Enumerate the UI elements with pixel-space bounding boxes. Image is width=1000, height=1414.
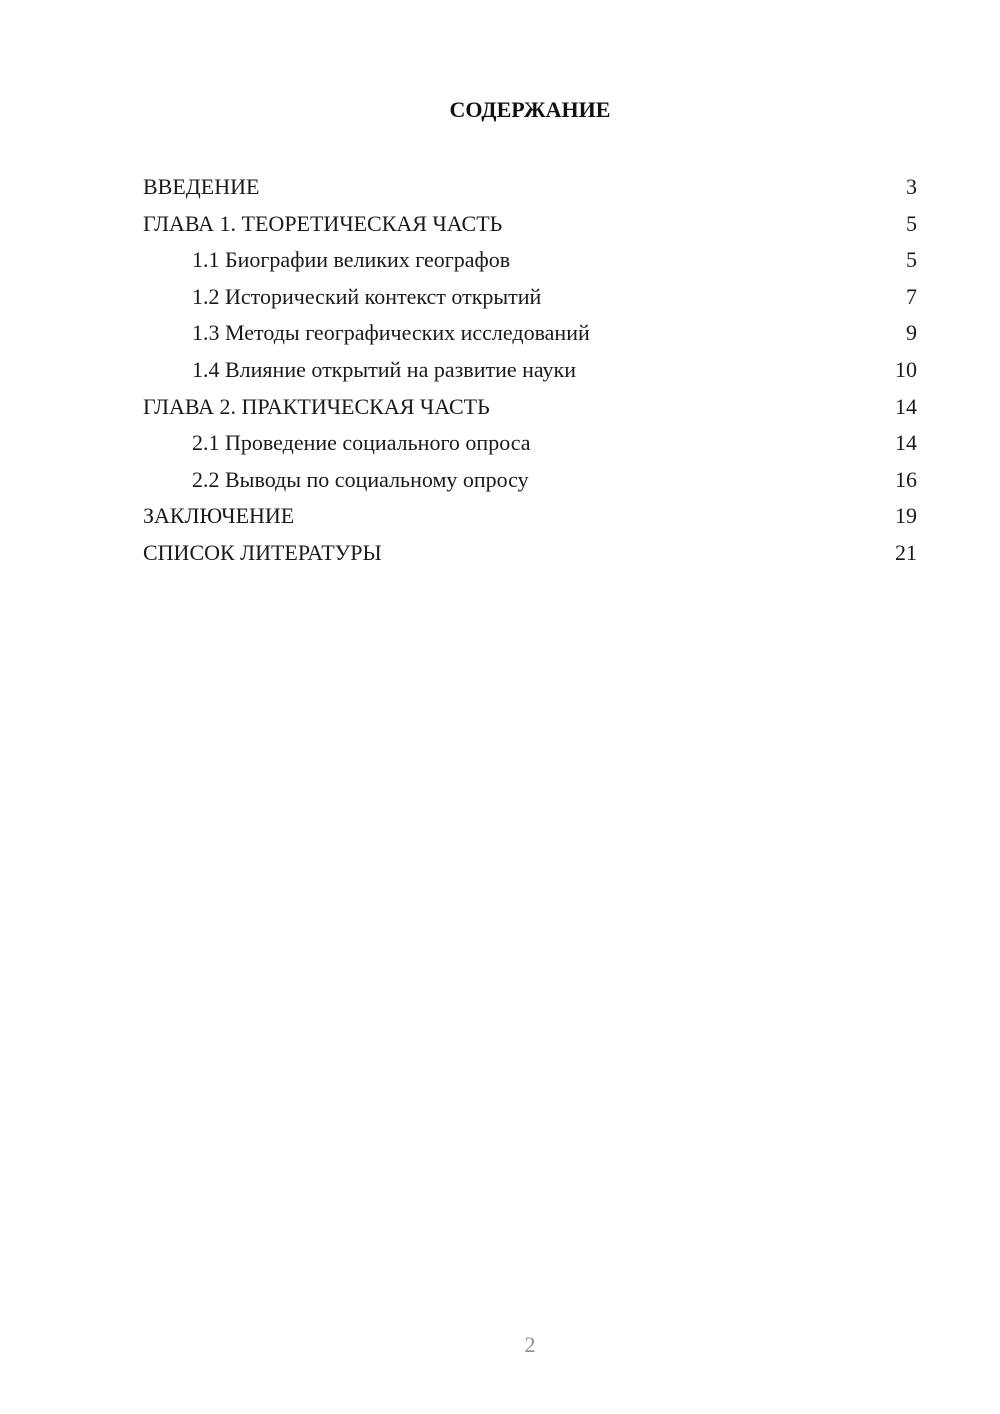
toc-entry-label: 2.2 Выводы по социальному опросу [192, 466, 529, 492]
toc-entry-page: 14 [895, 430, 917, 456]
toc-entry [143, 498, 917, 535]
toc-entry-page: 16 [895, 466, 917, 492]
toc-entry [143, 206, 917, 243]
toc-entry [143, 169, 917, 206]
toc-entry [143, 425, 917, 462]
toc-entry-page: 5 [906, 210, 917, 236]
page-footer [143, 1327, 917, 1363]
toc-entry-label: 2.1 Проведение социального опроса [192, 430, 531, 456]
toc-entry-label: 1.3 Методы географических исследований [192, 320, 590, 346]
toc-entry [143, 279, 917, 316]
toc-entry-label: 1.2 Исторический контекст открытий [192, 283, 542, 309]
toc-entry-page: 5 [906, 247, 917, 273]
page-content [143, 0, 917, 572]
toc-entry [143, 315, 917, 352]
toc-entry-page: 3 [906, 174, 917, 199]
toc-entry-label: 1.1 Биографии великих географов [192, 247, 511, 273]
page-number: 2 [524, 1332, 536, 1357]
toc-entry [143, 389, 917, 426]
toc-entry-label: ГЛАВА 2. ПРАКТИЧЕСКАЯ ЧАСТЬ [143, 393, 490, 419]
toc-entry [143, 462, 917, 499]
toc-entry-label: ВВЕДЕНИЕ [143, 174, 260, 199]
toc-entry-label: ЗАКЛЮЧЕНИЕ [143, 503, 295, 529]
toc-title: СОДЕРЖАНИЕ [449, 97, 611, 122]
toc-entry [143, 352, 917, 389]
toc-entry [143, 535, 917, 572]
toc-entry-page: 10 [895, 356, 917, 382]
toc-entry-page: 9 [906, 320, 917, 346]
toc-entry-label: 1.4 Влияние открытий на развитие науки [192, 356, 577, 382]
toc-entry-label: СПИСОК ЛИТЕРАТУРЫ [143, 539, 382, 565]
toc-entry-page: 21 [895, 539, 917, 565]
toc-entry-page: 7 [906, 283, 917, 309]
toc-entry-label: ГЛАВА 1. ТЕОРЕТИЧЕСКАЯ ЧАСТЬ [143, 210, 503, 236]
toc-entry [143, 242, 917, 279]
toc-entry-page: 14 [895, 393, 917, 419]
toc-entry-page: 19 [895, 503, 917, 529]
table-of-contents [143, 169, 917, 572]
